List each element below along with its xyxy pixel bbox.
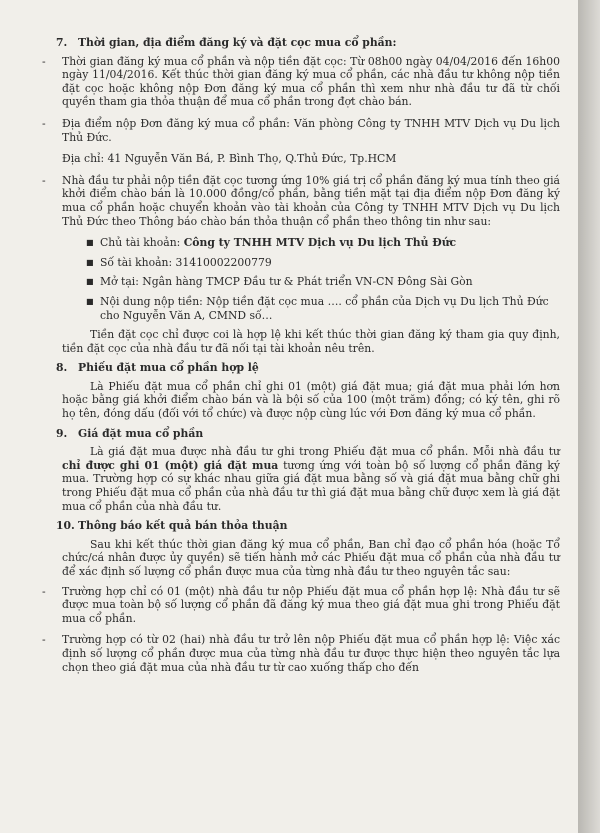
- case-two-text: Trường hợp có từ 02 (hai) nhà đầu tư trở lên nộp Phiếu đặt mua cổ phần hợp lệ: Việc xác định số lượng cổ phần được mua của từng nhà đầu tư được thực hiện theo nguyên tắc lựa chọn theo giá đặt mua của nhà đầu tư từ cao xuống thấp cho đến: [62, 633, 560, 674]
- section-10: [40, 519, 560, 674]
- list-item: [86, 275, 560, 289]
- case-one-text: Trường hợp chỉ có 01 (một) nhà đầu tư nộp Phiếu đặt mua cổ phần hợp lệ: Nhà đầu tư sẽ được mua toàn bộ số lượng cổ phần đã đăng ký mua theo giá đặt mua ghi trong Phiếu đặt mua cổ phần.: [62, 584, 560, 625]
- section-title: Giá đặt mua cổ phần: [78, 426, 204, 440]
- page-edge-shadow: [578, 0, 600, 833]
- list-item: [40, 55, 560, 109]
- list-item: [86, 256, 560, 270]
- square-bullet-icon: ■: [86, 296, 94, 306]
- body-end: tương ứng với toàn bộ số lượng cổ phần đăng ký mua. Trường hợp có sự khác nhau giữa giá đặt mua bằng số và giá đặt mua bằng chữ ghi trong Phiếu đặt mua cổ phần của nhà đầu tư thì giá đặt mua bằng chữ được xem là giá đặt mua cổ phần của nhà đầu tư.: [62, 458, 560, 513]
- square-bullet-icon: ■: [86, 257, 94, 267]
- dash-bullet-icon: -: [42, 584, 46, 598]
- account-info-list: [40, 236, 560, 322]
- section-10-heading: [40, 519, 560, 533]
- section-7-heading: [40, 36, 560, 50]
- section-number: 8.: [56, 361, 68, 375]
- section-number: 10.: [56, 519, 75, 533]
- list-item: [40, 174, 560, 228]
- list-item: [86, 236, 560, 250]
- section-9-body: [62, 445, 560, 513]
- section-title: Thông báo kết quả bán thỏa thuận: [78, 519, 288, 533]
- registration-time-text: Thời gian đăng ký mua cổ phần và nộp tiền đặt cọc: Từ 08h00 ngày 04/04/2016 đến 16h00 ngày 11/04/2016. Kết thúc thời gian đăng ký mua cổ phần, các nhà đầu tư không nộp tiền đặt cọc hoặc không nộp Đơn đăng ký mua cổ phần thì xem như nhà đầu tư đã từ chối quyền tham gia thỏa thuận để mua cổ phần trong đợt chào bán.: [62, 54, 560, 109]
- section-8-heading: [40, 361, 560, 375]
- account-holder-label: Chủ tài khoản:: [100, 236, 184, 250]
- dash-bullet-icon: -: [42, 54, 46, 68]
- list-item: [40, 585, 560, 626]
- section-9-heading: [40, 427, 560, 441]
- body-emphasis: chỉ được ghi 01 (một) giá đặt mua: [62, 458, 279, 472]
- payment-content-text: Nội dung nộp tiền: Nộp tiền đặt cọc mua …. cổ phần của Dịch vụ Du lịch Thủ Đức cho Nguyễn Văn A, CMND số…: [100, 294, 549, 322]
- section-10-intro: Sau khi kết thúc thời gian đăng ký mua cổ phần, Ban chỉ đạo cổ phần hóa (hoặc Tổ chức/cá nhân được ủy quyền) sẽ tiến hành mở các Phiếu đặt mua cổ phần của nhà đầu tư để xác định số lượng cổ phần được mua của từng nhà đầu tư theo nguyên tắc sau:: [62, 537, 560, 578]
- account-number-text: Số tài khoản: 31410002200779: [100, 255, 272, 269]
- account-holder-value: Công ty TNHH MTV Dịch vụ Du lịch Thủ Đức: [183, 236, 457, 250]
- dash-bullet-icon: -: [42, 173, 46, 187]
- section-title: Phiếu đặt mua cổ phần hợp lệ: [78, 361, 259, 375]
- registration-place-text: Địa điểm nộp Đơn đăng ký mua cổ phần: Văn phòng Công ty TNHH MTV Dịch vụ Du lịch Thủ Đức.: [62, 116, 560, 144]
- square-bullet-icon: ■: [86, 238, 94, 248]
- section-8-body: Là Phiếu đặt mua cổ phần chỉ ghi 01 (một) giá đặt mua; giá đặt mua phải lớn hơn hoặc bằng giá khởi điểm chào bán và là bội số của 100 (một trăm) đồng; có ký tên, ghi rõ họ tên, đóng dấu (đối với tổ chức) và được nộp cùng lúc với Đơn đăng ký mua cổ phần.: [62, 379, 560, 421]
- list-item: [40, 633, 560, 674]
- bank-text: Mở tại: Ngân hàng TMCP Đầu tư & Phát triển VN-CN Đông Sài Gòn: [100, 275, 473, 289]
- section-number: 7.: [56, 36, 68, 49]
- dash-bullet-icon: -: [42, 633, 46, 647]
- dash-bullet-icon: -: [42, 116, 46, 130]
- section-title: Thời gian, địa điểm đăng ký và đặt cọc mua cổ phần:: [78, 36, 397, 49]
- section-number: 9.: [56, 426, 68, 440]
- body-start: Là giá đặt mua được nhà đầu tư ghi trong Phiếu đặt mua cổ phần. Mỗi nhà đầu tư: [90, 445, 560, 459]
- list-item: [40, 117, 560, 144]
- address-text: Địa chỉ: 41 Nguyễn Văn Bá, P. Bình Thọ, Q.Thủ Đức, Tp.HCM: [62, 152, 397, 166]
- deposit-requirement-text: Nhà đầu tư phải nộp tiền đặt cọc tương ứng 10% giá trị cổ phần đăng ký mua tính theo giá khởi điểm chào bán là 10.000 đồng/cổ phần, bằng tiền mặt tại địa điểm nộp Đơn đăng ký mua cổ phần hoặc chuyển khoản vào tài khoản của Công ty TNHH MTV Dịch vụ Du lịch Thủ Đức theo Thông báo chào bán thỏa thuận cổ phần theo thông tin như sau:: [62, 173, 560, 228]
- section-9: [40, 427, 560, 514]
- list-item: [86, 295, 560, 322]
- deposit-note-text: Tiền đặt cọc chỉ được coi là hợp lệ khi kết thúc thời gian đăng ký tham gia quy định, tiền đặt cọc của nhà đầu tư đã nối tại tài khoản nêu trên.: [62, 328, 560, 355]
- square-bullet-icon: ■: [86, 277, 94, 287]
- section-8: [40, 361, 560, 420]
- section-7: [40, 36, 560, 355]
